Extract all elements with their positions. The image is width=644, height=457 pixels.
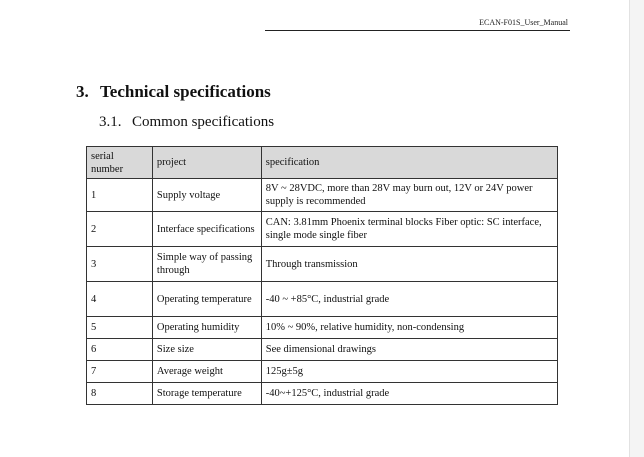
cell-serial: 2 <box>87 212 153 247</box>
cell-serial: 1 <box>87 179 153 212</box>
cell-spec: -40~+125°C, industrial grade <box>261 383 557 405</box>
cell-serial: 5 <box>87 317 153 339</box>
column-header-project: project <box>152 147 261 179</box>
cell-project: Size size <box>152 339 261 361</box>
column-header-serial: serial number <box>87 147 153 179</box>
cell-spec: Through transmission <box>261 247 557 282</box>
cell-project: Average weight <box>152 361 261 383</box>
table-row <box>87 247 558 282</box>
section-number: 3. <box>76 82 89 101</box>
cell-spec: -40 ~ +85°C, industrial grade <box>261 282 557 317</box>
cell-project: Operating humidity <box>152 317 261 339</box>
subsection-title: Common specifications <box>132 114 275 130</box>
cell-spec: CAN: 3.81mm Phoenix terminal blocks Fiber optic: SC interface, single mode single fiber <box>261 212 557 247</box>
cell-project: Interface specifications <box>152 212 261 247</box>
table-row <box>87 282 558 317</box>
section-heading <box>76 82 271 102</box>
cell-serial: 4 <box>87 282 153 317</box>
cell-spec: 10% ~ 90%, relative humidity, non-condensing <box>261 317 557 339</box>
specifications-table <box>86 146 558 405</box>
cell-spec: 125g±5g <box>261 361 557 383</box>
table-row <box>87 339 558 361</box>
cell-project: Operating temperature <box>152 282 261 317</box>
cell-project: Supply voltage <box>152 179 261 212</box>
table-row <box>87 212 558 247</box>
cell-spec: 8V ~ 28VDC, more than 28V may burn out, 12V or 24V power supply is recommended <box>261 179 557 212</box>
table-row <box>87 383 558 405</box>
table-header-row <box>87 147 558 179</box>
page-edge <box>629 0 644 457</box>
document-header: ECAN-F01S_User_Manual <box>479 18 568 27</box>
cell-spec: See dimensional drawings <box>261 339 557 361</box>
cell-serial: 7 <box>87 361 153 383</box>
table-row <box>87 317 558 339</box>
column-header-specification: specification <box>261 147 557 179</box>
header-rule <box>265 30 570 31</box>
subsection-heading <box>99 114 274 131</box>
cell-project: Storage temperature <box>152 383 261 405</box>
section-title: Technical specifications <box>100 82 271 101</box>
table-row <box>87 361 558 383</box>
subsection-number: 3.1. <box>99 114 122 130</box>
cell-serial: 3 <box>87 247 153 282</box>
cell-serial: 6 <box>87 339 153 361</box>
cell-serial: 8 <box>87 383 153 405</box>
cell-project: Simple way of passing through <box>152 247 261 282</box>
table-row <box>87 179 558 212</box>
